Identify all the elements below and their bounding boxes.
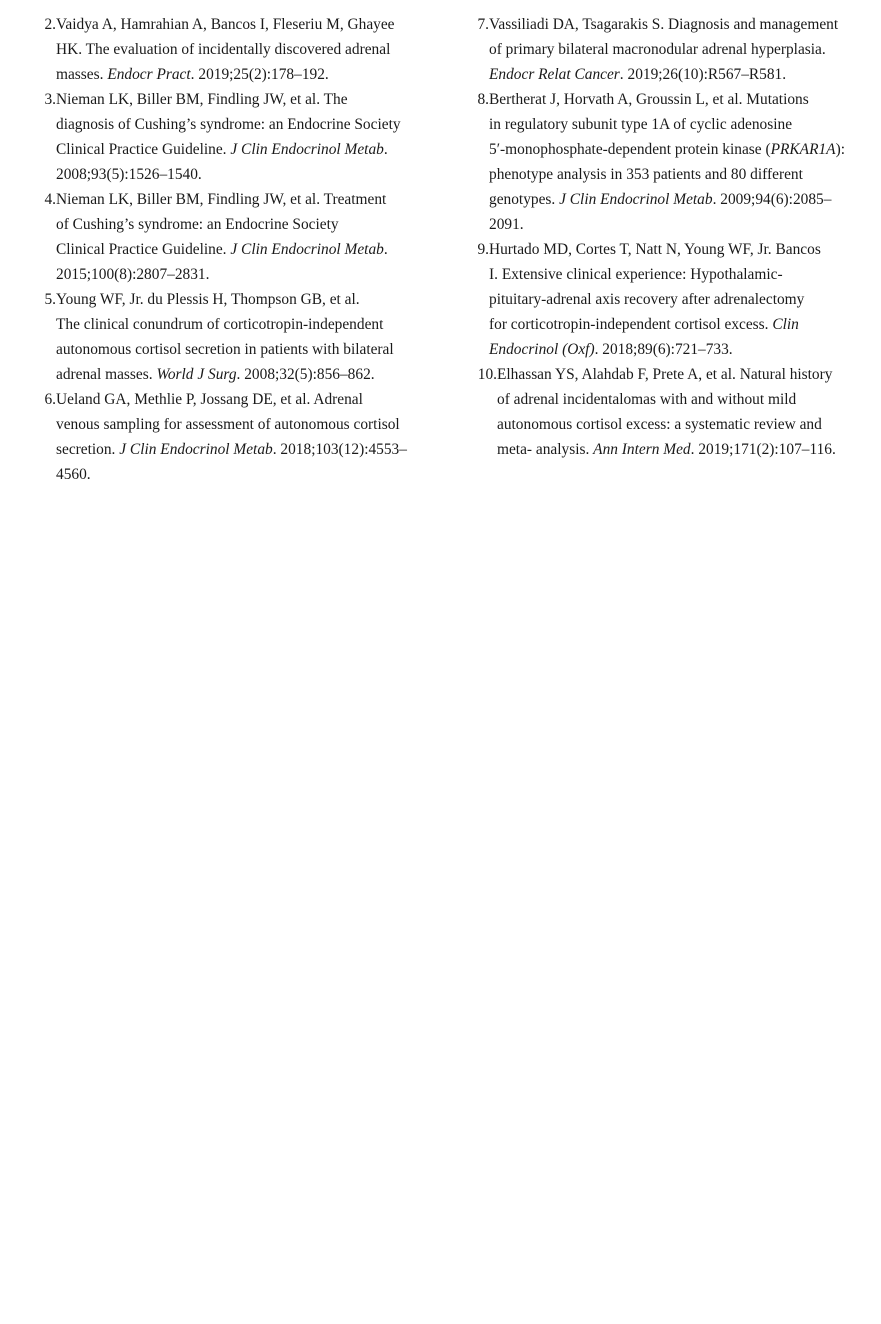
reference-line bbox=[489, 37, 866, 62]
reference-line bbox=[56, 237, 432, 262]
reference-text-segment: 4560. bbox=[56, 466, 91, 483]
reference-line bbox=[56, 262, 432, 287]
journal-name: J Clin Endocrinol Metab bbox=[559, 191, 713, 208]
reference-text-segment: Vassiliadi DA, Tsagarakis S. Diagnosis and management bbox=[489, 16, 839, 33]
reference-line bbox=[56, 12, 432, 37]
reference-text bbox=[497, 362, 866, 462]
reference-number: 4. bbox=[44, 191, 56, 208]
reference-text-segment: . 2018;89(6):721–733. bbox=[594, 341, 733, 358]
reference-text-segment: . bbox=[383, 241, 388, 258]
reference-text-segment: autonomous cortisol secretion in patients with bilateral bbox=[56, 341, 394, 358]
reference-text-segment: genotypes. bbox=[489, 191, 560, 208]
reference-line bbox=[489, 137, 866, 162]
reference-line bbox=[56, 287, 432, 312]
reference-item bbox=[466, 237, 866, 362]
reference-line bbox=[489, 187, 866, 212]
reference-text-segment: . 2009;94(6):2085– bbox=[712, 191, 832, 208]
journal-name: Endocrinol (Oxf) bbox=[489, 341, 595, 358]
reference-text bbox=[56, 87, 432, 187]
reference-text-segment: diagnosis of Cushing’s syndrome: an Endocrine Society bbox=[56, 116, 401, 133]
reference-line bbox=[489, 162, 866, 187]
reference-text-segment: Clinical Practice Guideline. bbox=[56, 141, 231, 158]
journal-name: World J Surg bbox=[156, 366, 237, 383]
reference-text bbox=[489, 12, 866, 87]
reference-line bbox=[56, 187, 432, 212]
reference-line bbox=[489, 87, 866, 112]
reference-line bbox=[56, 362, 432, 387]
reference-text bbox=[56, 387, 432, 487]
reference-item bbox=[466, 12, 866, 87]
reference-line bbox=[497, 412, 866, 437]
reference-column-left bbox=[32, 12, 432, 487]
reference-line bbox=[56, 212, 432, 237]
reference-line bbox=[56, 437, 432, 462]
journal-name: Endocr Relat Cancer bbox=[489, 66, 620, 83]
reference-line bbox=[56, 62, 432, 87]
reference-text-segment: of primary bilateral macronodular adrenal hyperplasia. bbox=[489, 41, 826, 58]
reference-number: 5. bbox=[44, 291, 56, 308]
reference-item bbox=[32, 87, 432, 187]
reference-text-segment: for corticotropin-independent cortisol excess. bbox=[489, 316, 773, 333]
reference-text-segment: 5′-monophosphate-dependent protein kinase ( bbox=[489, 141, 771, 158]
reference-number: 3. bbox=[44, 91, 56, 108]
reference-text-segment: venous sampling for assessment of autonomous cortisol bbox=[56, 416, 400, 433]
reference-item bbox=[466, 362, 866, 462]
reference-text-segment: . 2019;25(2):178–192. bbox=[190, 66, 329, 83]
journal-name: Endocr Pract bbox=[107, 66, 191, 83]
reference-text-segment: of adrenal incidentalomas with and without mild bbox=[497, 391, 797, 408]
reference-text bbox=[56, 287, 432, 387]
reference-text-segment: Ueland GA, Methlie P, Jossang DE, et al. Adrenal bbox=[56, 391, 363, 408]
reference-item bbox=[466, 87, 866, 237]
reference-line bbox=[56, 162, 432, 187]
reference-text-segment: Hurtado MD, Cortes T, Natt N, Young WF, Jr. Bancos bbox=[489, 241, 821, 258]
reference-text-segment: secretion. bbox=[56, 441, 120, 458]
reference-number: 10. bbox=[477, 366, 497, 383]
reference-text-segment: HK. The evaluation of incidentally discovered adrenal bbox=[56, 41, 391, 58]
journal-name: J Clin Endocrinol Metab bbox=[119, 441, 273, 458]
journal-name: J Clin Endocrinol Metab bbox=[230, 141, 384, 158]
reference-line bbox=[56, 462, 432, 487]
reference-line bbox=[489, 12, 866, 37]
reference-text-segment: adrenal masses. bbox=[56, 366, 157, 383]
reference-line bbox=[489, 287, 866, 312]
reference-text-segment: Young WF, Jr. du Plessis H, Thompson GB, et al. bbox=[56, 291, 360, 308]
reference-line bbox=[56, 312, 432, 337]
journal-name: J Clin Endocrinol Metab bbox=[230, 241, 384, 258]
reference-text-segment: . 2019;26(10):R567–R581. bbox=[619, 66, 787, 83]
reference-number: 2. bbox=[44, 16, 56, 33]
journal-name: Ann Intern Med bbox=[593, 441, 691, 458]
reference-text-segment: phenotype analysis in 353 patients and 80 different bbox=[489, 166, 803, 183]
reference-text-segment: . 2018;103(12):4553– bbox=[272, 441, 407, 458]
reference-line bbox=[489, 212, 866, 237]
reference-text bbox=[489, 237, 866, 362]
reference-line bbox=[497, 362, 866, 387]
reference-text bbox=[56, 12, 432, 87]
reference-text-segment: 2008;93(5):1526–1540. bbox=[56, 166, 202, 183]
reference-item bbox=[32, 387, 432, 487]
reference-text-segment: . bbox=[383, 141, 388, 158]
reference-text-segment: Elhassan YS, Alahdab F, Prete A, et al. Natural history bbox=[497, 366, 833, 383]
reference-text-segment: Bertherat J, Horvath A, Groussin L, et al. Mutations bbox=[489, 91, 809, 108]
reference-line bbox=[489, 62, 866, 87]
reference-number: 7. bbox=[477, 16, 489, 33]
reference-line bbox=[497, 437, 866, 462]
reference-text-segment: I. Extensive clinical experience: Hypothalamic- bbox=[489, 266, 783, 283]
reference-text-segment: pituitary-adrenal axis recovery after adrenalectomy bbox=[489, 291, 805, 308]
reference-line bbox=[56, 387, 432, 412]
journal-name: Clin bbox=[772, 316, 799, 333]
reference-text-segment: ): bbox=[835, 141, 845, 158]
reference-column-right bbox=[466, 12, 866, 462]
reference-text-segment: Vaidya A, Hamrahian A, Bancos I, Fleseriu M, Ghayee bbox=[56, 16, 395, 33]
reference-line bbox=[497, 387, 866, 412]
reference-line bbox=[56, 112, 432, 137]
reference-text-segment: 2091. bbox=[489, 216, 524, 233]
reference-line bbox=[489, 337, 866, 362]
reference-text-segment: 2015;100(8):2807–2831. bbox=[56, 266, 210, 283]
reference-line bbox=[489, 237, 866, 262]
reference-line bbox=[56, 87, 432, 112]
reference-line bbox=[489, 262, 866, 287]
reference-line bbox=[56, 137, 432, 162]
reference-text bbox=[56, 187, 432, 287]
reference-text-segment: Nieman LK, Biller BM, Findling JW, et al. Treatment bbox=[56, 191, 387, 208]
reference-text bbox=[489, 87, 866, 237]
reference-text-segment: Clinical Practice Guideline. bbox=[56, 241, 231, 258]
reference-text-segment: meta- analysis. bbox=[497, 441, 594, 458]
reference-text-segment: masses. bbox=[56, 66, 108, 83]
reference-item bbox=[32, 12, 432, 87]
reference-text-segment: Nieman LK, Biller BM, Findling JW, et al. The bbox=[56, 91, 348, 108]
reference-number: 8. bbox=[477, 91, 489, 108]
reference-text-segment: . 2008;32(5):856–862. bbox=[236, 366, 375, 383]
reference-line bbox=[489, 312, 866, 337]
reference-text-segment: . 2019;171(2):107–116. bbox=[690, 441, 836, 458]
journal-name: PRKAR1A bbox=[770, 141, 836, 158]
reference-number: 9. bbox=[477, 241, 489, 258]
reference-text-segment: in regulatory subunit type 1A of cyclic adenosine bbox=[489, 116, 793, 133]
reference-line bbox=[56, 37, 432, 62]
reference-text-segment: of Cushing’s syndrome: an Endocrine Society bbox=[56, 216, 339, 233]
reference-line bbox=[489, 112, 866, 137]
reference-text-segment: autonomous cortisol excess: a systematic review and bbox=[497, 416, 822, 433]
reference-text-segment: The clinical conundrum of corticotropin-independent bbox=[56, 316, 384, 333]
reference-number: 6. bbox=[44, 391, 56, 408]
reference-line bbox=[56, 337, 432, 362]
reference-line bbox=[56, 412, 432, 437]
reference-item bbox=[32, 287, 432, 387]
reference-item bbox=[32, 187, 432, 287]
